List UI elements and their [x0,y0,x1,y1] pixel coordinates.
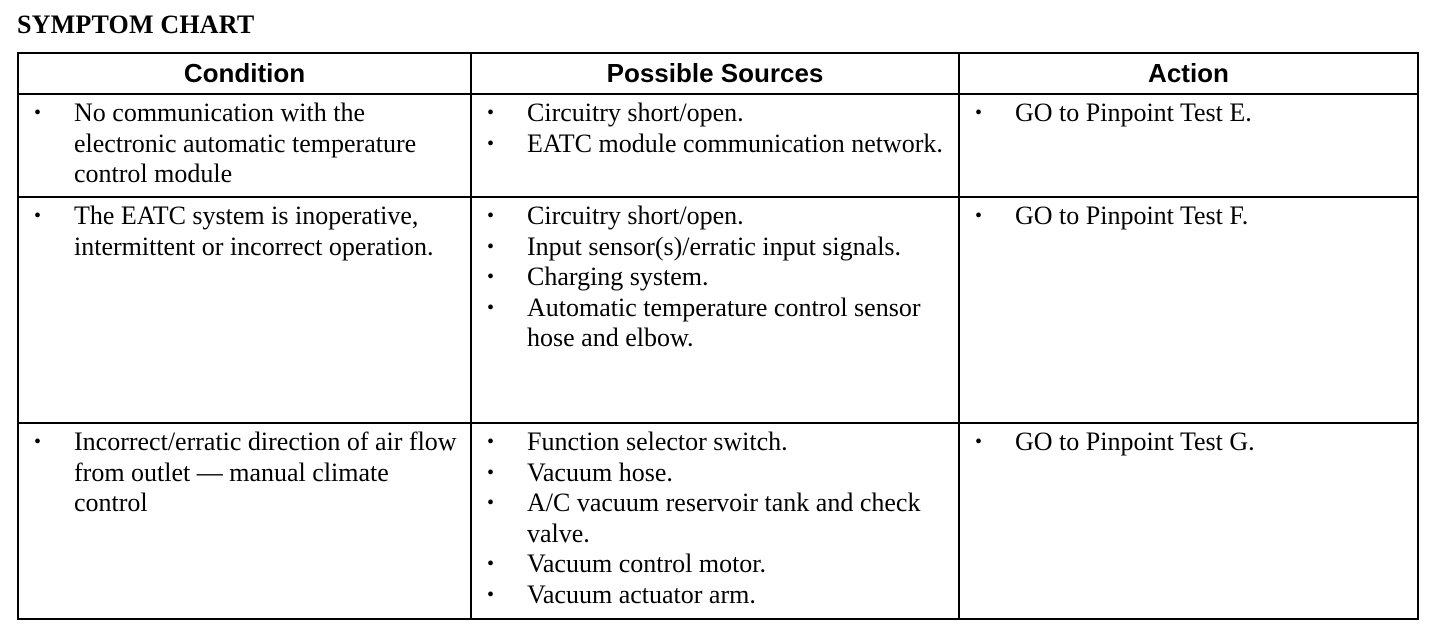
list-item [482,262,950,293]
sources-cell [471,94,959,197]
list-item [482,488,950,549]
list-item [970,201,1409,232]
bullet-icon: • [487,235,495,258]
action-cell [959,197,1418,423]
source-text: Vacuum control motor. [527,549,767,578]
bullet-icon: • [975,102,983,124]
action-cell [959,423,1418,619]
header-condition: Condition [18,53,471,94]
condition-text: The EATC system is inoperative, intermittent or incorrect operation. [74,201,434,261]
bullet-icon: • [34,205,42,227]
bullet-icon: • [34,102,42,124]
source-text: Vacuum actuator arm. [527,579,756,609]
condition-cell [18,94,471,197]
bullet-icon: • [975,205,983,227]
source-text: Input sensor(s)/erratic input signals. [527,231,902,261]
sources-cell [471,197,959,423]
bullet-icon: • [34,431,42,453]
condition-text: Incorrect/erratic direction of air flow from outlet — manual climate control [74,427,457,517]
bullet-icon: • [487,296,495,319]
table-row [18,94,1418,197]
list-item [29,98,462,190]
list-item [482,201,950,232]
condition-cell [18,423,471,619]
bullet-icon: • [487,102,495,124]
source-text: Automatic temperature control sensor hose and elbow. [527,292,921,352]
list-item [482,232,950,263]
table-row [18,423,1418,619]
list-item [482,98,950,129]
list-item [482,129,950,160]
bullet-icon: • [487,266,495,288]
list-item [482,458,950,489]
action-text: GO to Pinpoint Test F. [1015,201,1249,230]
condition-text: No communication with the electronic automatic temperature control module [74,98,417,188]
action-text: GO to Pinpoint Test G. [1015,427,1255,456]
bullet-icon: • [487,205,495,227]
list-item [29,427,462,519]
action-cell [959,94,1418,197]
source-text: Vacuum hose. [527,457,673,487]
list-item [970,427,1409,458]
bullet-icon: • [487,431,495,453]
source-text: EATC module communication network. [527,128,943,158]
source-text: Circuitry short/open. [527,201,744,230]
list-item [29,201,462,262]
source-text: Function selector switch. [527,427,788,456]
chart-title: SYMPTOM CHART [17,10,255,39]
header-row [18,53,1418,94]
symptom-table [17,52,1419,620]
list-item [482,580,950,611]
sources-cell [471,423,959,619]
source-text: A/C vacuum reservoir tank and check valve. [527,488,921,548]
bullet-icon: • [487,553,495,575]
action-text: GO to Pinpoint Test E. [1015,98,1252,127]
table-row [18,197,1418,423]
bullet-icon: • [487,583,495,606]
bullet-icon: • [975,431,983,453]
source-text: Circuitry short/open. [527,98,744,127]
bullet-icon: • [487,461,495,484]
condition-cell [18,197,471,423]
bullet-icon: • [487,492,495,514]
header-possible-sources: Possible Sources [471,53,959,94]
source-text: Charging system. [527,262,709,291]
bullet-icon: • [487,132,495,155]
header-action: Action [959,53,1418,94]
list-item [482,427,950,458]
list-item [482,549,950,580]
list-item [970,98,1409,129]
list-item [482,293,950,354]
